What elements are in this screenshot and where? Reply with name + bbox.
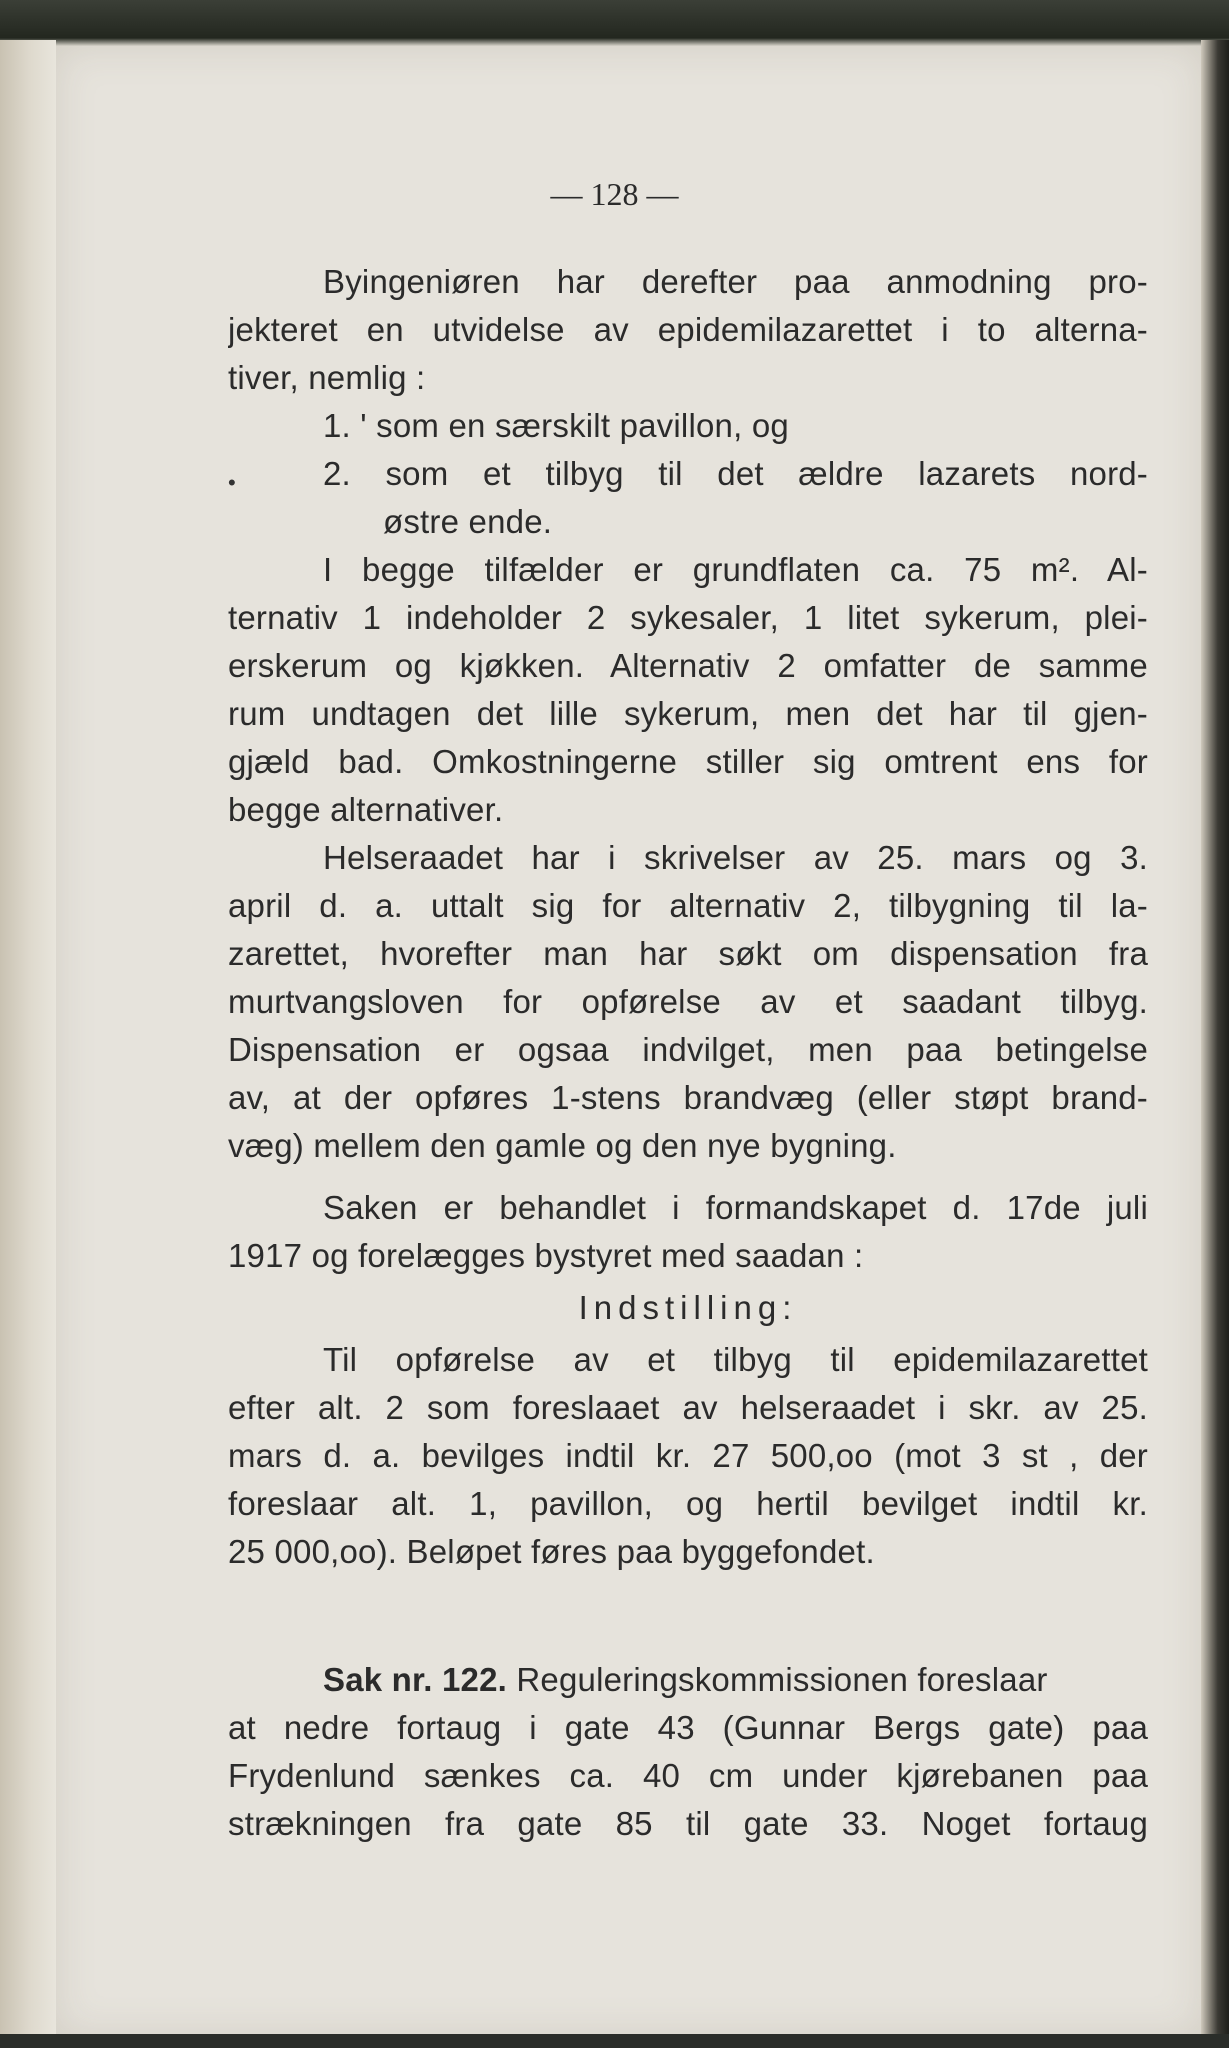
text-line: ternativ 1 indeholder 2 sykesaler, 1 litet sykerum, plei-	[228, 599, 1148, 636]
text-line: efter alt. 2 som foreslaaet av helseraadet i skr. av 25.	[228, 1389, 1148, 1426]
text-line: foreslaar alt. 1, pavillon, og hertil bevilget indtil kr.	[228, 1485, 1148, 1522]
text-line: Til opførelse av et tilbyg til epidemilazarettet	[323, 1341, 1148, 1378]
book-cover-edge	[1201, 40, 1229, 2048]
text-line: Saken er behandlet i formandskapet d. 17de juli	[323, 1189, 1148, 1226]
text-line: zarettet, hvorefter man har søkt om dispensation fra	[228, 935, 1148, 972]
text-line: begge alternativer.	[228, 791, 504, 828]
text-line: murtvangsloven for opførelse av et saadant tilbyg.	[228, 983, 1148, 1020]
text-line: at nedre fortaug i gate 43 (Gunnar Bergs gate) paa	[228, 1709, 1148, 1746]
text-line: erskerum og kjøkken. Alternativ 2 omfatter de samme	[228, 647, 1148, 684]
text-line: tiver, nemlig :	[228, 359, 426, 396]
text-line: av, at der opføres 1-stens brandvæg (eller støpt brand-	[228, 1079, 1148, 1116]
text-line: I begge tilfælder er grundflaten ca. 75 m². Al-	[323, 551, 1148, 588]
text-line: Frydenlund sænkes ca. 40 cm under kjørebanen paa	[228, 1757, 1148, 1794]
text-line: Dispensation er ogsaa indvilget, men paa betingelse	[228, 1031, 1148, 1068]
text-line: 1. ' som en særskilt pavillon, og	[323, 407, 789, 444]
text-line: rum undtagen det lille sykerum, men det har til gjen-	[228, 695, 1148, 732]
text-line: jekteret en utvidelse av epidemilazarettet i to alterna-	[228, 311, 1148, 348]
section-heading: Indstilling:	[578, 1289, 798, 1326]
text-line: Byingeniøren har derefter paa anmodning pro-	[323, 263, 1148, 300]
page-number: — 128 —	[550, 176, 679, 212]
text-line: væg) mellem den gamle og den nye bygning.	[228, 1127, 897, 1164]
text-line: april d. a. uttalt sig for alternativ 2, tilbygning til la-	[228, 887, 1148, 924]
case-heading-line	[323, 1656, 1148, 1704]
text-line: 2. som et tilbyg til det ældre lazarets nord-	[323, 455, 1148, 492]
text-line: strækningen fra gate 85 til gate 33. Noget fortaug	[228, 1805, 1148, 1842]
text-line: østre ende.	[383, 503, 553, 540]
margin-mark: •	[228, 470, 236, 495]
text-line: mars d. a. bevilges indtil kr. 27 500,oo (mot 3 st , der	[228, 1437, 1148, 1474]
case-number: Sak nr. 122.	[323, 1661, 508, 1698]
text-line: 1917 og forelægges bystyret med saadan :	[228, 1237, 864, 1274]
book-spine	[0, 40, 56, 2048]
text-line: gjæld bad. Omkostningerne stiller sig omtrent ens for	[228, 743, 1148, 780]
bottom-edge	[0, 2034, 1229, 2048]
text-line: Helseraadet har i skrivelser av 25. mars og 3.	[323, 839, 1148, 876]
case-first-text: Reguleringskommissionen foreslaar	[507, 1661, 1048, 1698]
text-line: 25 000,oo). Beløpet føres paa byggefondet.	[228, 1533, 875, 1570]
